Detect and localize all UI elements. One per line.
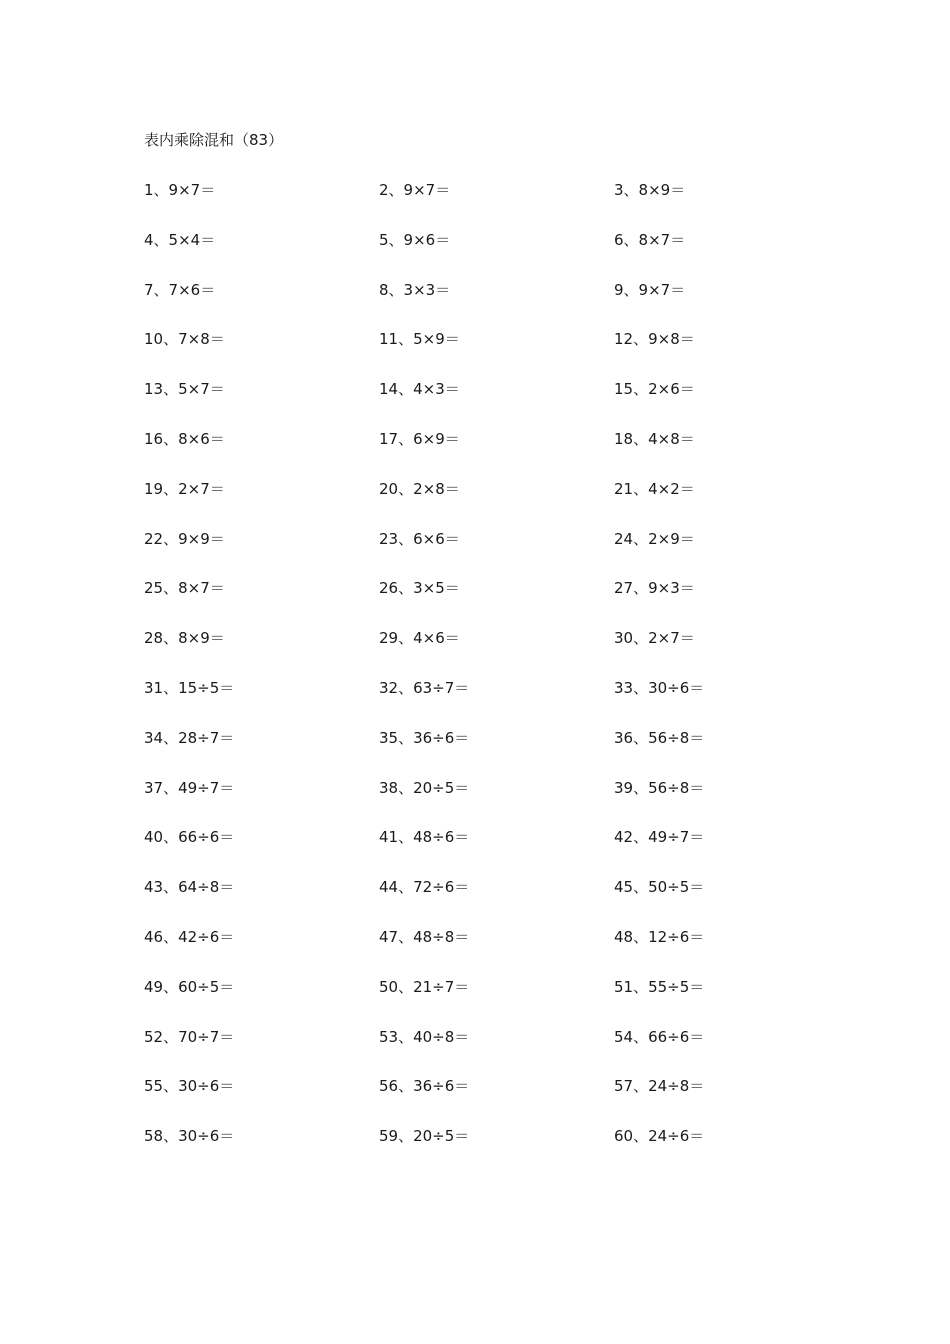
problem-item: 56、36÷6＝ xyxy=(379,1077,470,1096)
problem-item: 4、5×4＝ xyxy=(144,230,216,249)
problem-item: 44、72÷6＝ xyxy=(379,878,470,897)
problem-item: 51、55÷5＝ xyxy=(614,977,705,996)
problem-item: 36、56÷8＝ xyxy=(614,728,705,747)
problem-item: 27、9×3＝ xyxy=(614,579,695,598)
problem-item: 18、4×8＝ xyxy=(614,429,695,448)
problem-item: 3、8×9＝ xyxy=(614,181,686,199)
problem-item: 50、21÷7＝ xyxy=(379,977,470,996)
problem-item: 22、9×9＝ xyxy=(144,529,225,548)
problem-item: 15、2×6＝ xyxy=(614,380,695,399)
problem-grid xyxy=(144,178,864,1174)
problem-item: 38、20÷5＝ xyxy=(379,778,470,797)
problem-item: 49、60÷5＝ xyxy=(144,977,235,996)
problem-item: 7、7×6＝ xyxy=(144,280,216,299)
problem-item: 45、50÷5＝ xyxy=(614,878,705,897)
problem-item: 2、9×7＝ xyxy=(379,181,451,199)
problem-item: 42、49÷7＝ xyxy=(614,828,705,847)
problem-item: 33、30÷6＝ xyxy=(614,678,705,697)
problem-item: 34、28÷7＝ xyxy=(144,728,235,747)
problem-item: 21、4×2＝ xyxy=(614,479,695,498)
problem-item: 30、2×7＝ xyxy=(614,629,695,648)
problem-item: 25、8×7＝ xyxy=(144,579,225,598)
problem-item: 19、2×7＝ xyxy=(144,479,225,498)
problem-item: 12、9×8＝ xyxy=(614,330,695,349)
problem-item: 23、6×6＝ xyxy=(379,529,460,548)
problem-item: 41、48÷6＝ xyxy=(379,828,470,847)
problem-item: 43、64÷8＝ xyxy=(144,878,235,897)
problem-item: 37、49÷7＝ xyxy=(144,778,235,797)
problem-item: 35、36÷6＝ xyxy=(379,728,470,747)
problem-item: 40、66÷6＝ xyxy=(144,828,235,847)
problem-item: 26、3×5＝ xyxy=(379,579,460,598)
problem-item: 11、5×9＝ xyxy=(379,330,460,349)
problem-item: 14、4×3＝ xyxy=(379,380,460,399)
problem-item: 46、42÷6＝ xyxy=(144,927,235,946)
problem-item: 60、24÷6＝ xyxy=(614,1127,705,1146)
problem-item: 58、30÷6＝ xyxy=(144,1127,235,1146)
problem-item: 10、7×8＝ xyxy=(144,330,225,349)
problem-item: 13、5×7＝ xyxy=(144,380,225,399)
problem-item: 5、9×6＝ xyxy=(379,230,451,249)
problem-item: 59、20÷5＝ xyxy=(379,1127,470,1146)
problem-item: 31、15÷5＝ xyxy=(144,678,235,697)
problem-item: 28、8×9＝ xyxy=(144,629,225,648)
problem-item: 48、12÷6＝ xyxy=(614,927,705,946)
problem-item: 52、70÷7＝ xyxy=(144,1027,235,1046)
problem-item: 29、4×6＝ xyxy=(379,629,460,648)
problem-item: 47、48÷8＝ xyxy=(379,927,470,946)
problem-item: 20、2×8＝ xyxy=(379,479,460,498)
problem-item: 16、8×6＝ xyxy=(144,429,225,448)
problem-item: 24、2×9＝ xyxy=(614,529,695,548)
problem-item: 9、9×7＝ xyxy=(614,280,686,299)
problem-item: 8、3×3＝ xyxy=(379,280,451,299)
problem-item: 17、6×9＝ xyxy=(379,429,460,448)
problem-item: 32、63÷7＝ xyxy=(379,678,470,697)
problem-item: 1、9×7＝ xyxy=(144,181,216,199)
problem-item: 6、8×7＝ xyxy=(614,230,686,249)
worksheet-title: 表内乘除混和（83） xyxy=(144,131,284,149)
problem-item: 55、30÷6＝ xyxy=(144,1077,235,1096)
problem-item: 53、40÷8＝ xyxy=(379,1027,470,1046)
problem-item: 57、24÷8＝ xyxy=(614,1077,705,1096)
problem-item: 39、56÷8＝ xyxy=(614,778,705,797)
problem-item: 54、66÷6＝ xyxy=(614,1027,705,1046)
